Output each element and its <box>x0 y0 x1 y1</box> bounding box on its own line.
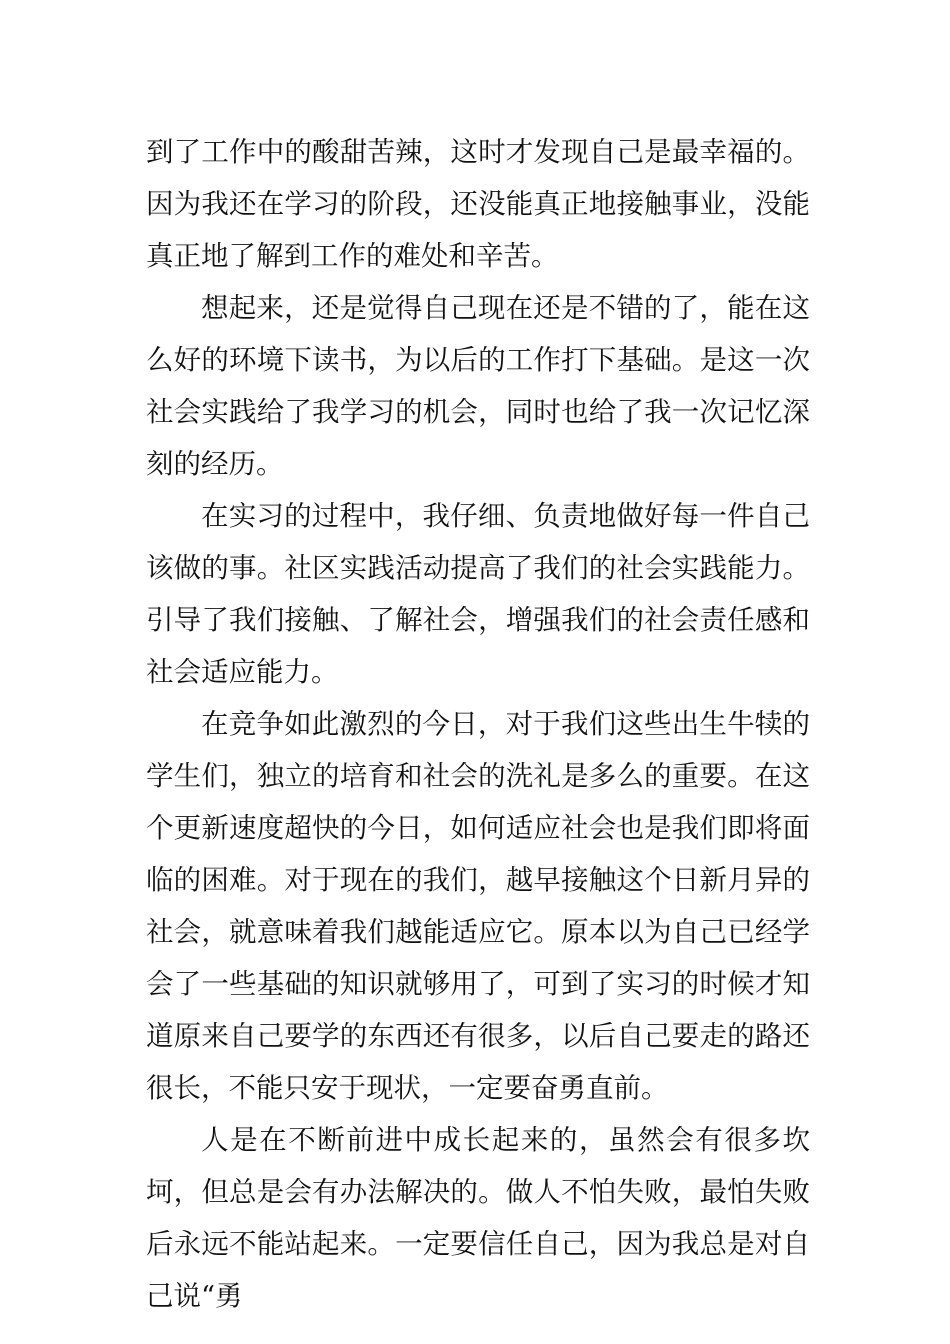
paragraph-2: 想起来，还是觉得自己现在还是不错的了，能在这么好的环境下读书，为以后的工作打下基础。是这一次社会实践给了我学习的机会，同时也给了我一次记忆深刻的经历。 <box>146 292 810 480</box>
document-body <box>146 126 810 1322</box>
paragraph-4: 在竞争如此激烈的今日，对于我们这些出生牛犊的学生们，独立的培育和社会的洗礼是多么的重要。在这个更新速度超快的今日，如何适应社会也是我们即将面临的困难。对于现在的我们，越早接触这个日新月异的社会，就意味着我们越能适应它。原本以为自己已经学会了一些基础的知识就够用了，可到了实习的时候才知道原来自己要学的东西还有很多，以后自己要走的路还很长，不能只安于现状，一定要奋勇直前。 <box>146 708 810 1104</box>
paragraph-5: 人是在不断前进中成长起来的，虽然会有很多坎坷，但总是会有办法解决的。做人不怕失败，最怕失败后永远不能站起来。一定要信任自己，因为我总是对自己说“勇 <box>146 1124 810 1312</box>
paragraph-1: 到了工作中的酸甜苦辣，这时才发现自己是最幸福的。因为我还在学习的阶段，还没能真正地接触事业，没能真正地了解到工作的难处和辛苦。 <box>146 136 810 272</box>
paragraph-3: 在实习的过程中，我仔细、负责地做好每一件自己该做的事。社区实践活动提高了我们的社会实践能力。引导了我们接触、了解社会，增强我们的社会责任感和社会适应能力。 <box>146 500 810 688</box>
